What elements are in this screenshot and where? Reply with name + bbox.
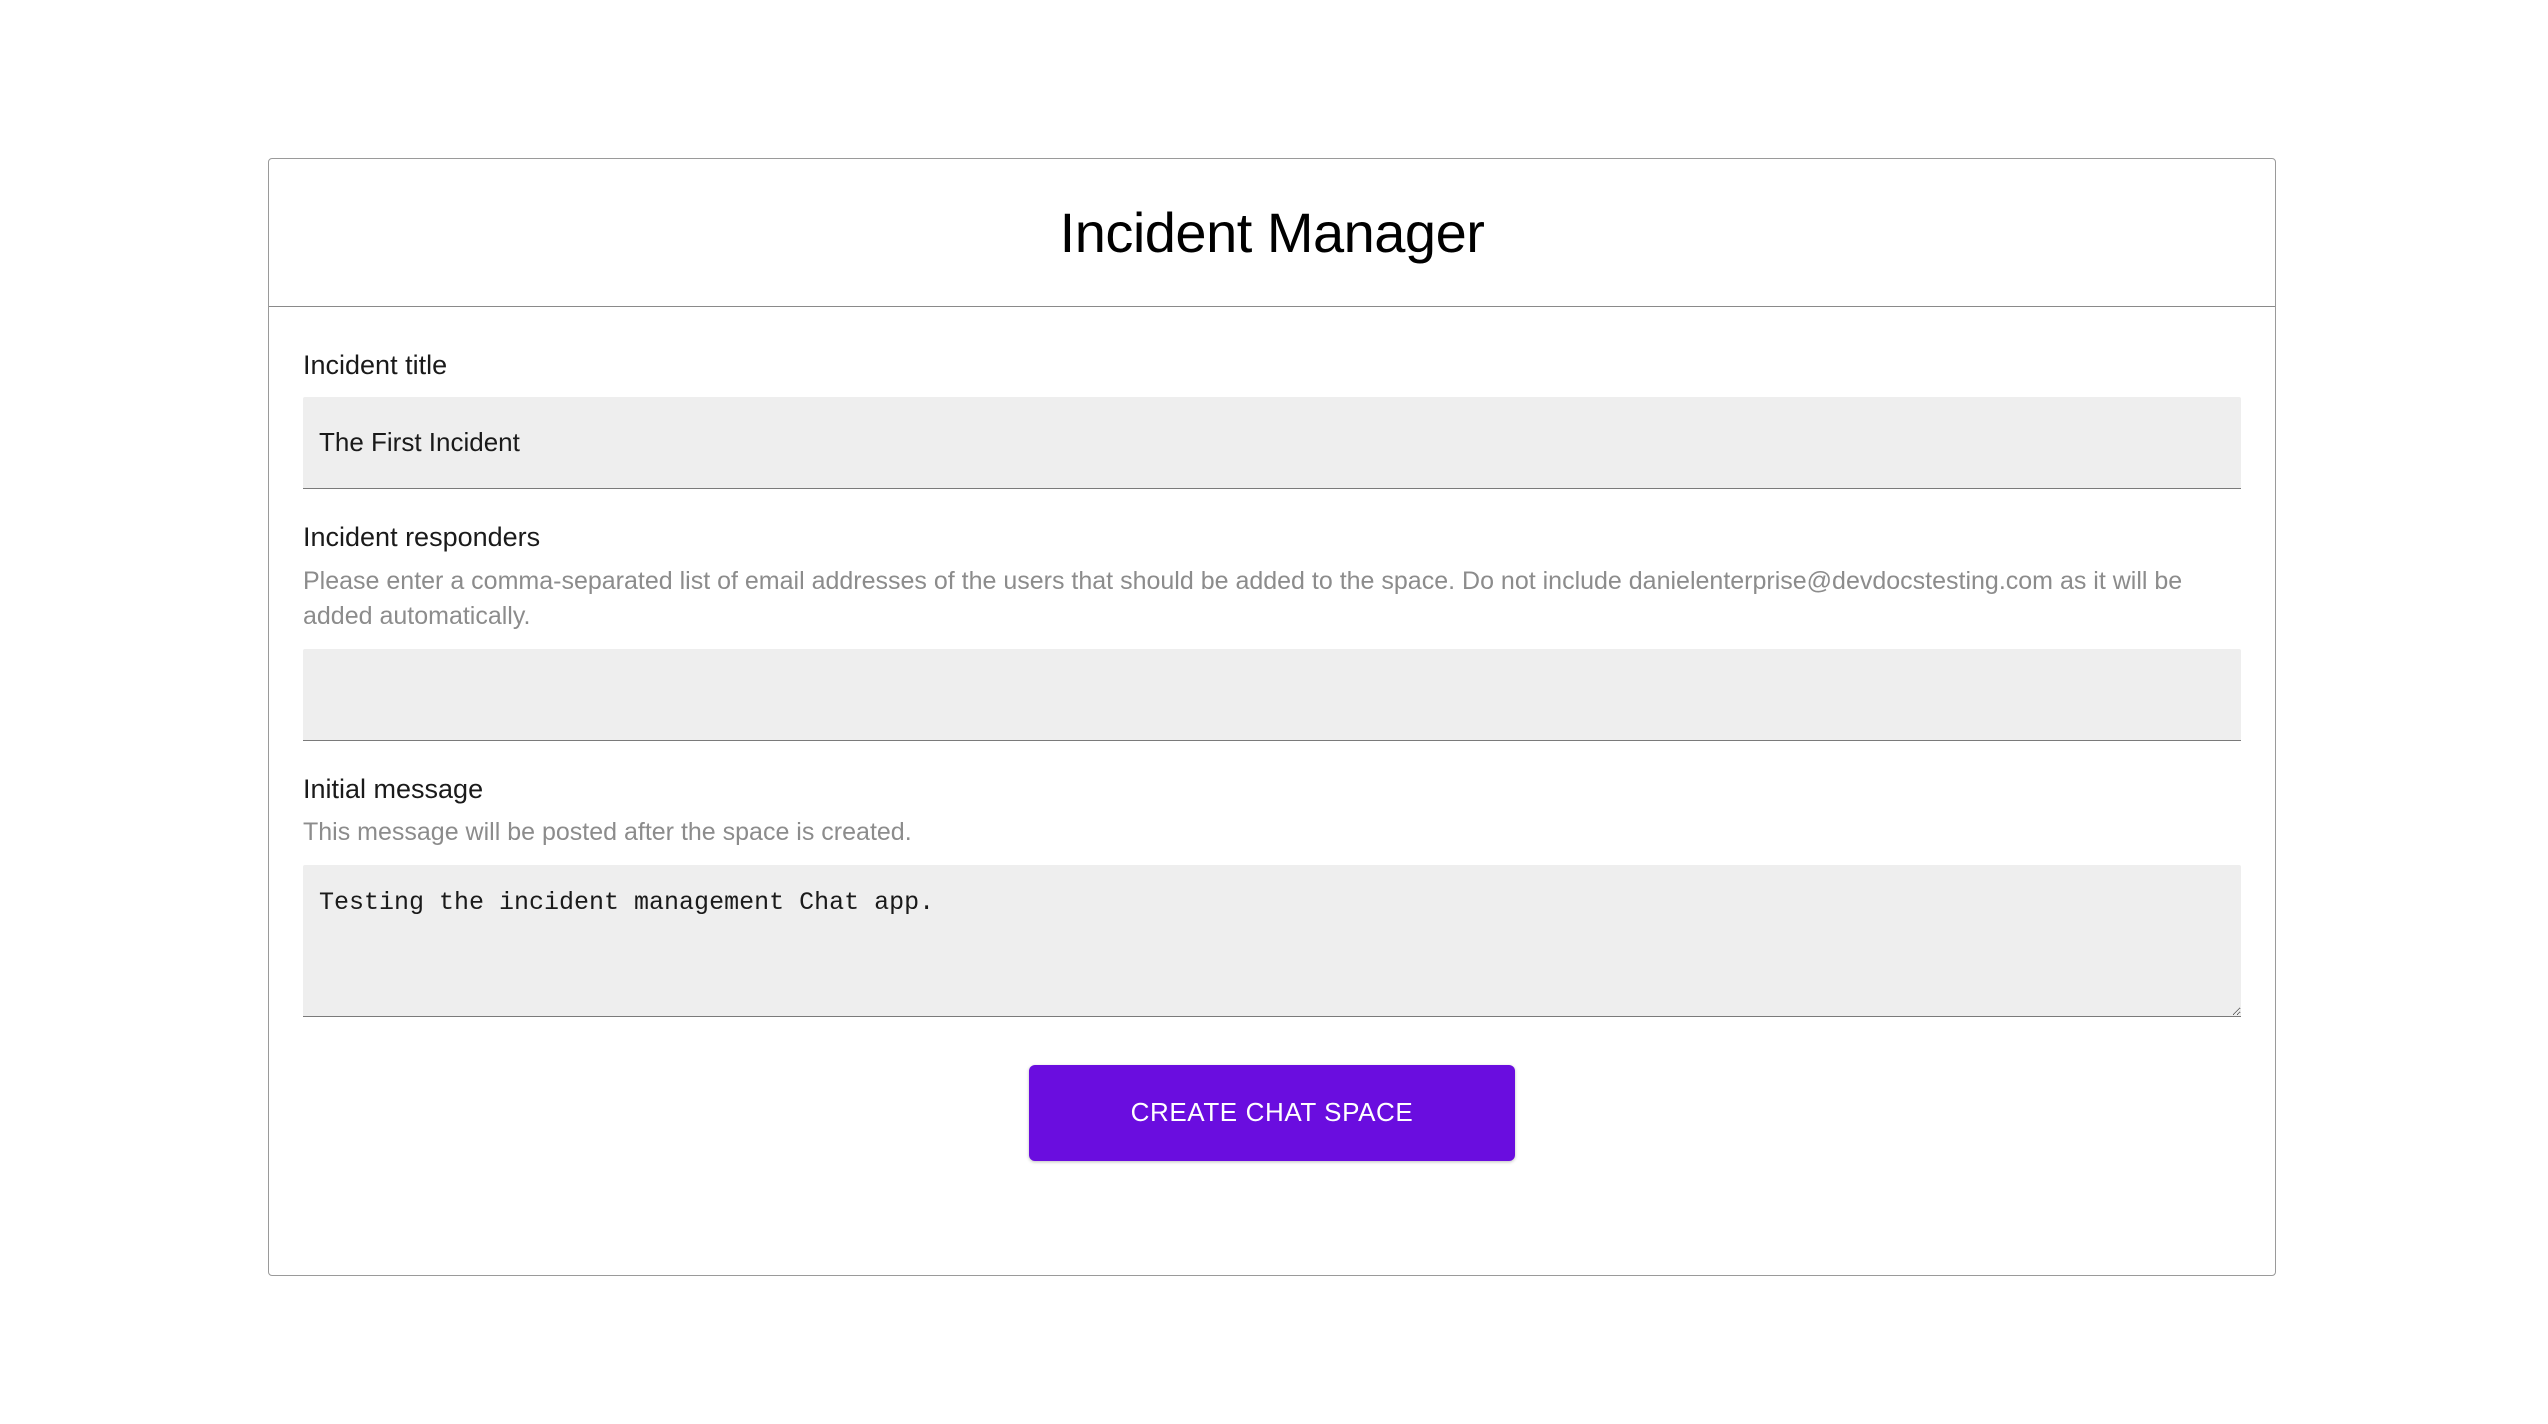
incident-title-input[interactable] [303, 397, 2241, 489]
incident-responders-help: Please enter a comma-separated list of email addresses of the users that should be added to the space. Do not include danielenterprise@devdocstesting.com as it will be added automatically. [303, 566, 2183, 631]
initial-message-label: Initial message [303, 773, 484, 804]
submit-row [303, 1065, 2241, 1161]
card-header [269, 159, 2275, 307]
page-title: Incident Manager [1059, 201, 1485, 264]
initial-message-field-block [303, 771, 2241, 1017]
incident-responders-label: Incident responders [303, 522, 541, 553]
incident-responders-input[interactable] [303, 649, 2241, 741]
initial-message-textarea[interactable] [303, 865, 2241, 1017]
create-chat-space-button[interactable]: CREATE CHAT SPACE [1029, 1065, 1515, 1161]
incident-title-label: Incident title [303, 350, 448, 380]
incident-responders-field-block [303, 519, 2241, 740]
initial-message-help: This message will be posted after the space is created. [303, 818, 912, 847]
incident-manager-card [268, 158, 2276, 1276]
card-body [269, 307, 2275, 1161]
incident-title-field-block [303, 347, 2241, 489]
